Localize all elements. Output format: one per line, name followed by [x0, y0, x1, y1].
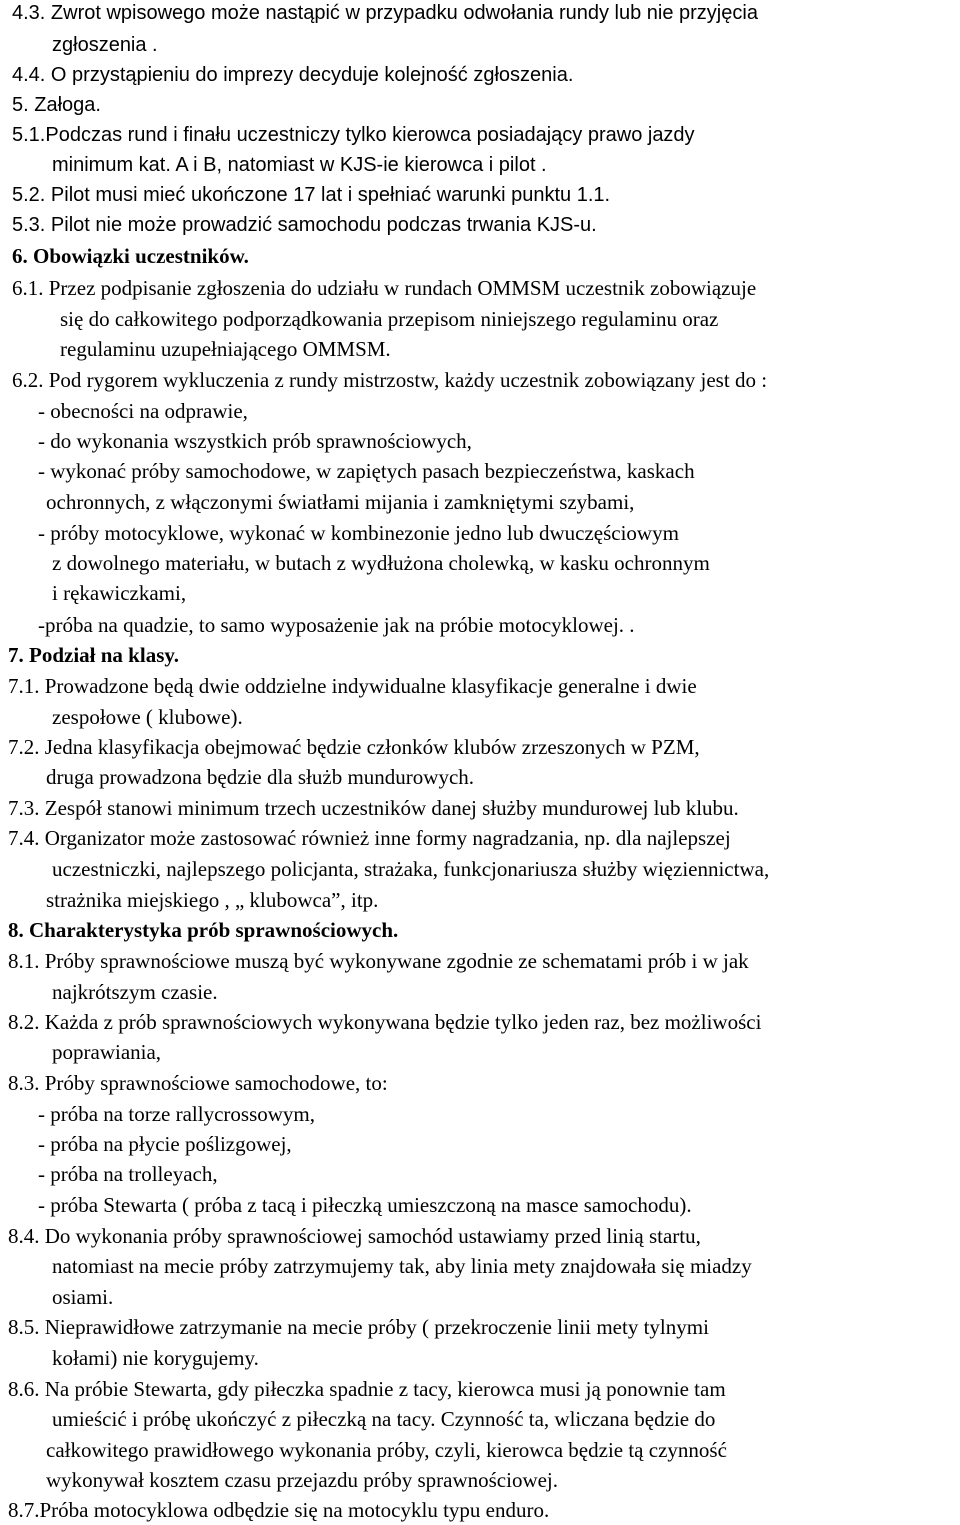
clause-8-5-line-2: kołami) nie korygujemy. [52, 1346, 259, 1370]
clause-8-4-line-3: osiami. [52, 1285, 114, 1309]
clause-8-6-line-2: umieścić i próbę ukończyć z piłeczką na tacy. Czynność ta, wliczana będzie do [52, 1407, 716, 1431]
section-8-heading: 8. Charakterystyka prób sprawnościowych. [8, 918, 399, 942]
clause-7-1-line-2: zespołowe ( klubowe). [52, 705, 243, 729]
section-6-heading: 6. Obowiązki uczestników. [12, 244, 249, 268]
clause-6-2-item-2: - do wykonania wszystkich prób sprawnościowych, [38, 429, 472, 453]
clause-6-2-item-4-line-1: - próby motocyklowe, wykonać w kombinezonie jedno lub dwuczęściowym [38, 521, 679, 545]
section-7-heading: 7. Podział na klasy. [8, 643, 179, 667]
clause-8-1-line-1: 8.1. Próby sprawnościowe muszą być wykonywane zgodnie ze schematami prób i w jak [8, 949, 749, 973]
clause-8-6-line-3: całkowitego prawidłowego wykonania próby, czyli, kierowca będzie tą czynność [46, 1438, 727, 1462]
clause-7-4-line-3: strażnika miejskiego , „ klubowca”, itp. [46, 888, 379, 912]
clause-7-1-line-1: 7.1. Prowadzone będą dwie oddzielne indywidualne klasyfikacje generalne i dwie [8, 674, 697, 698]
clause-8-5-line-1: 8.5. Nieprawidłowe zatrzymanie na mecie próby ( przekroczenie linii mety tylnymi [8, 1315, 709, 1339]
clause-8-7: 8.7.Próba motocyklowa odbędzie się na motocyklu typu enduro. [8, 1498, 550, 1522]
clause-7-4-line-1: 7.4. Organizator może zastosować również inne formy nagradzania, np. dla najlepszej [8, 826, 731, 850]
clause-8-2-line-2: poprawiania, [52, 1040, 162, 1064]
clause-4-3-line-1: 4.3. Zwrot wpisowego może nastąpić w przypadku odwołania rundy lub nie przyjęcia [12, 2, 758, 24]
clause-8-3-item-1: - próba na torze rallycrossowym, [38, 1102, 315, 1126]
clause-6-2-item-5: -próba na quadzie, to samo wyposażenie jak na próbie motocyklowej. . [38, 613, 635, 637]
clause-6-2-item-3-line-1: - wykonać próby samochodowe, w zapiętych pasach bezpieczeństwa, kaskach [38, 459, 695, 483]
clause-8-3-line-1: 8.3. Próby sprawnościowe samochodowe, to: [8, 1071, 388, 1095]
clause-8-3-item-4: - próba Stewarta ( próba z tacą i piłeczką umieszczoną na masce samochodu). [38, 1193, 692, 1217]
clause-8-3-item-3: - próba na trolleyach, [38, 1162, 218, 1186]
clause-5-3: 5.3. Pilot nie może prowadzić samochodu podczas trwania KJS-u. [12, 214, 597, 236]
clause-7-4-line-2: uczestniczki, najlepszego policjanta, strażaka, funkcjonariusza służby więziennictwa, [52, 857, 770, 881]
clause-8-4-line-2: natomiast na mecie próby zatrzymujemy tak, aby linia mety znajdowała się miadzy [52, 1254, 752, 1278]
clause-5-2: 5.2. Pilot musi mieć ukończone 17 lat i spełniać warunki punktu 1.1. [12, 184, 611, 206]
clause-6-1-line-1: 6.1. Przez podpisanie zgłoszenia do udziału w rundach OMMSM uczestnik zobowiązuje [12, 276, 757, 300]
clause-8-6-line-4: wykonywał kosztem czasu przejazdu próby sprawnościowej. [46, 1468, 559, 1492]
clause-8-4-line-1: 8.4. Do wykonania próby sprawnościowej samochód ustawiamy przed linią startu, [8, 1224, 701, 1248]
clause-6-1-line-2: się do całkowitego podporządkowania przepisom niniejszego regulaminu oraz [60, 307, 719, 331]
clause-6-2-item-4-line-2: z dowolnego materiału, w butach z wydłużona cholewką, w kasku ochronnym [52, 551, 710, 575]
clause-8-1-line-2: najkrótszym czasie. [52, 980, 218, 1004]
clause-6-1-line-3: regulaminu uzupełniającego OMMSM. [60, 337, 391, 361]
clause-6-2-item-1: - obecności na odprawie, [38, 399, 248, 423]
section-5-heading: 5. Załoga. [12, 94, 101, 116]
clause-7-3: 7.3. Zespół stanowi minimum trzech uczestników danej służby mundurowej lub klubu. [8, 796, 739, 820]
clause-5-1-line-1: 5.1.Podczas rund i finału uczestniczy tylko kierowca posiadający prawo jazdy [12, 124, 695, 146]
clause-4-4: 4.4. O przystąpieniu do imprezy decyduje kolejność zgłoszenia. [12, 64, 574, 86]
clause-8-2-line-1: 8.2. Każda z prób sprawnościowych wykonywana będzie tylko jeden raz, bez możliwości [8, 1010, 762, 1034]
clause-8-3-item-2: - próba na płycie poślizgowej, [38, 1132, 292, 1156]
clause-6-2-item-4-line-3: i rękawiczkami, [52, 581, 187, 605]
clause-6-2-line-1: 6.2. Pod rygorem wykluczenia z rundy mistrzostw, każdy uczestnik zobowiązany jest do : [12, 368, 768, 392]
clause-4-3-line-2: zgłoszenia . [52, 34, 158, 56]
clause-8-6-line-1: 8.6. Na próbie Stewarta, gdy piłeczka spadnie z tacy, kierowca musi ją ponownie tam [8, 1377, 726, 1401]
clause-7-2-line-2: druga prowadzona będzie dla służb mundurowych. [46, 765, 475, 789]
clause-7-2-line-1: 7.2. Jedna klasyfikacja obejmować będzie członków klubów zrzeszonych w PZM, [8, 735, 700, 759]
clause-6-2-item-3-line-2: ochronnych, z włączonymi światłami mijania i zamkniętymi szybami, [46, 490, 635, 514]
clause-5-1-line-2: minimum kat. A i B, natomiast w KJS-ie kierowca i pilot . [52, 154, 547, 176]
